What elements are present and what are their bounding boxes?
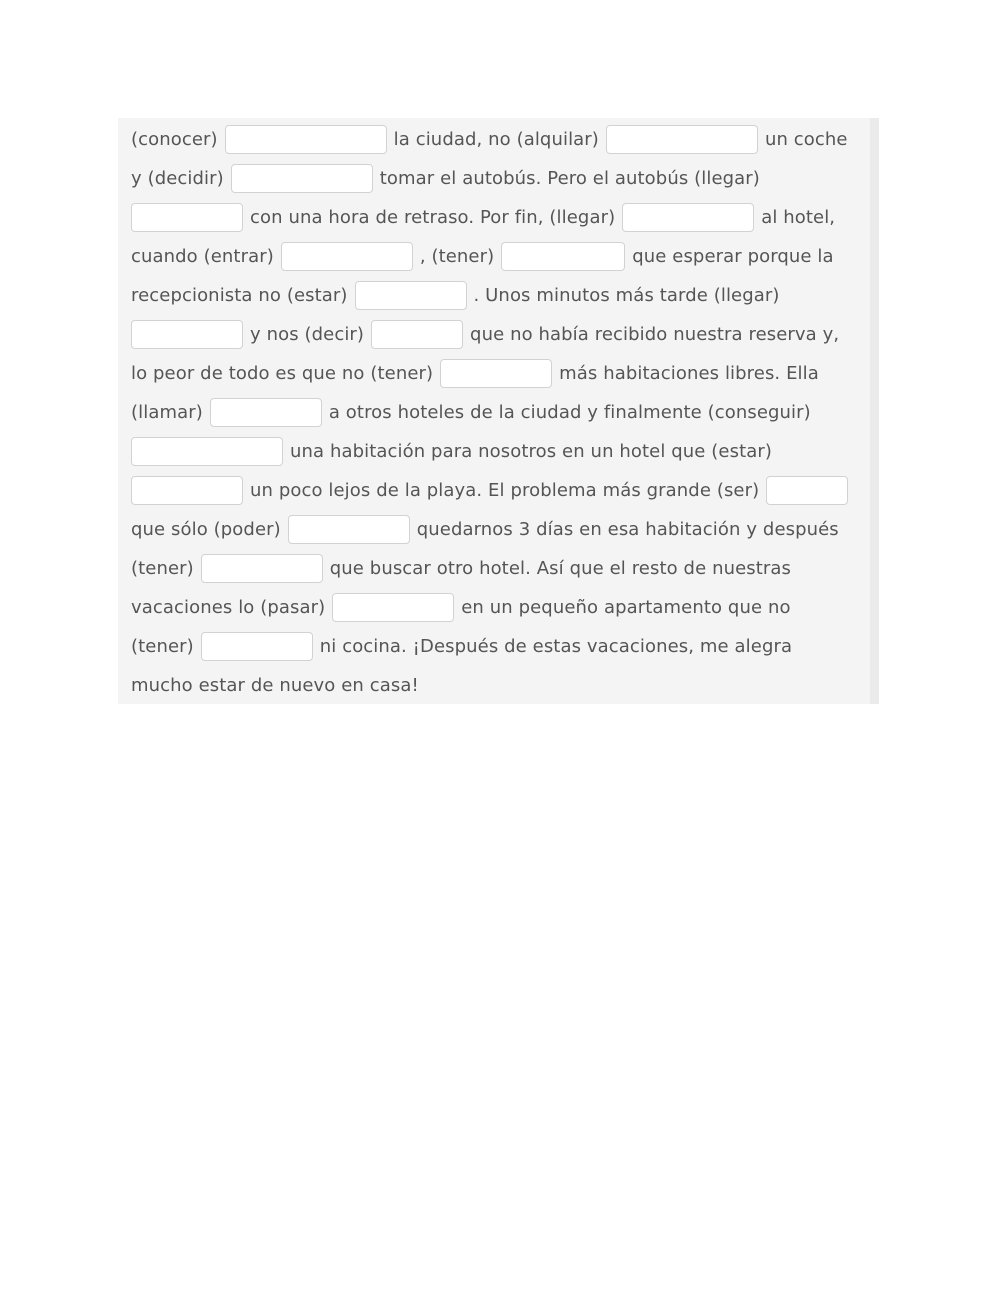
answer-blank-input[interactable] <box>131 320 243 349</box>
passage-text: que no había recibido nuestra reserva y, <box>470 324 840 345</box>
passage-text: que esperar porque la <box>632 246 834 267</box>
answer-blank-input[interactable] <box>131 476 243 505</box>
passage-text: en un pequeño apartamento que no <box>461 597 791 618</box>
passage-text: mucho estar de nuevo en casa! <box>131 675 419 696</box>
passage-text: recepcionista no (estar) <box>131 285 348 306</box>
text-line <box>131 198 866 237</box>
text-line <box>131 588 866 627</box>
answer-blank-input[interactable] <box>355 281 467 310</box>
passage-text: la ciudad, no (alquilar) <box>393 129 599 150</box>
passage-text: cuando (entrar) <box>131 246 274 267</box>
answer-blank-input[interactable] <box>288 515 410 544</box>
exercise-text <box>131 118 866 705</box>
text-line <box>131 627 866 666</box>
answer-blank-input[interactable] <box>131 203 243 232</box>
answer-blank-input[interactable] <box>231 164 373 193</box>
passage-text: (tener) <box>131 636 194 657</box>
text-line <box>131 315 866 354</box>
text-line <box>131 159 866 198</box>
text-line <box>131 237 866 276</box>
answer-blank-input[interactable] <box>281 242 413 271</box>
passage-text: una habitación para nosotros en un hotel que (estar) <box>290 441 772 462</box>
passage-text: ni cocina. ¡Después de estas vacaciones, me alegra <box>319 636 793 657</box>
passage-text: más habitaciones libres. Ella <box>559 363 819 384</box>
answer-blank-input[interactable] <box>131 437 283 466</box>
text-line <box>131 549 866 588</box>
answer-blank-input[interactable] <box>225 125 387 154</box>
passage-text: con una hora de retraso. Por fin, (llegar) <box>250 207 616 228</box>
passage-text: lo peor de todo es que no (tener) <box>131 363 434 384</box>
passage-text: a otros hoteles de la ciudad y finalmente (conseguir) <box>328 402 811 423</box>
answer-blank-input[interactable] <box>606 125 758 154</box>
passage-text: (llamar) <box>131 402 203 423</box>
passage-text: . Unos minutos más tarde (llegar) <box>473 285 780 306</box>
passage-text: al hotel, <box>761 207 836 228</box>
text-line <box>131 393 866 432</box>
passage-text: y nos (decir) <box>250 324 365 345</box>
passage-text: quedarnos 3 días en esa habitación y después <box>416 519 839 540</box>
answer-blank-input[interactable] <box>332 593 454 622</box>
passage-text: que buscar otro hotel. Así que el resto de nuestras <box>329 558 792 579</box>
text-line <box>131 666 866 705</box>
text-line <box>131 510 866 549</box>
answer-blank-input[interactable] <box>201 554 323 583</box>
passage-text: , (tener) <box>419 246 495 267</box>
text-line <box>131 120 866 159</box>
passage-text: (tener) <box>131 558 194 579</box>
answer-blank-input[interactable] <box>201 632 313 661</box>
passage-text: y (decidir) <box>131 168 224 189</box>
answer-blank-input[interactable] <box>210 398 322 427</box>
passage-text: que sólo (poder) <box>131 519 281 540</box>
text-line <box>131 471 866 510</box>
answer-blank-input[interactable] <box>371 320 463 349</box>
text-line <box>131 354 866 393</box>
text-line <box>131 432 866 471</box>
answer-blank-input[interactable] <box>501 242 625 271</box>
passage-text: tomar el autobús. Pero el autobús (llegar) <box>379 168 760 189</box>
passage-text: un coche <box>764 129 848 150</box>
exercise-panel <box>118 118 879 704</box>
text-line <box>131 276 866 315</box>
passage-text: vacaciones lo (pasar) <box>131 597 326 618</box>
answer-blank-input[interactable] <box>440 359 552 388</box>
answer-blank-input[interactable] <box>622 203 754 232</box>
answer-blank-input[interactable] <box>766 476 848 505</box>
passage-text: (conocer) <box>131 129 218 150</box>
passage-text: un poco lejos de la playa. El problema más grande (ser) <box>250 480 760 501</box>
